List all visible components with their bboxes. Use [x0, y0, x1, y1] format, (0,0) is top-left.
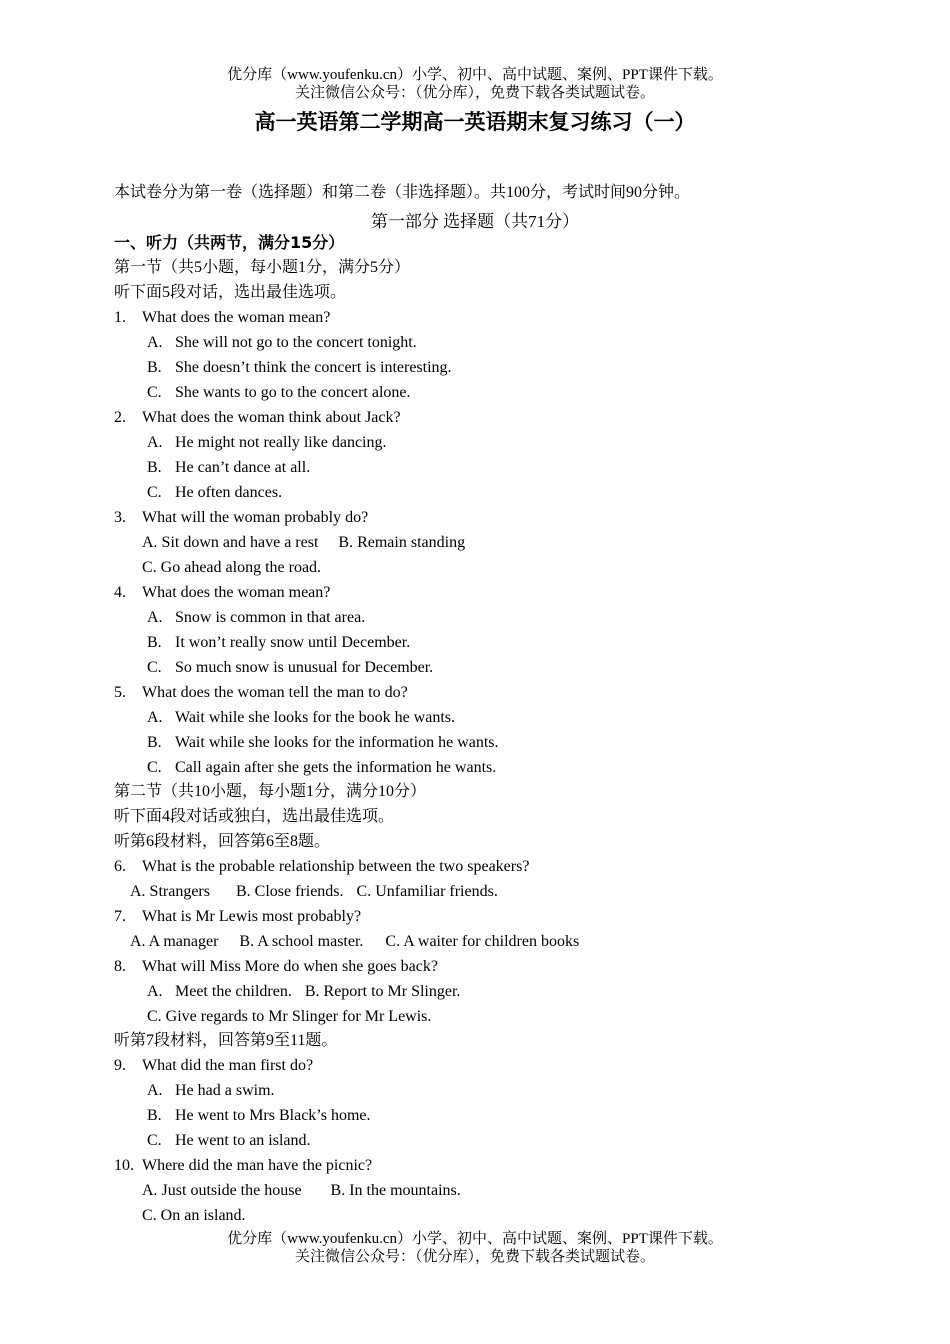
sub1-instruction: 听下面5段对话，选出最佳选项。 — [114, 284, 347, 301]
q9-option-a: A. He had a swim. — [147, 1082, 275, 1099]
question-5: 5. What does the woman tell the man to do? — [114, 684, 408, 701]
footer-line-1: 优分库（www.youfenku.cn）小学、初中、高中试题、案例、PPT课件下载。 — [227, 1231, 723, 1247]
q3-options-ab: A. Sit down and have a rest B. Remain standing — [142, 534, 466, 551]
question-7: 7. What is Mr Lewis most probably? — [114, 908, 362, 925]
q9-option-c: C. He went to an island. — [147, 1132, 311, 1149]
question-1 — [114, 308, 330, 328]
sub1-title: 第一节（共5小题，每小题1分，满分5分） — [114, 259, 411, 276]
q10-option-c: C. On an island. — [142, 1207, 246, 1224]
q6-options: A. Strangers B. Close friends. C. Unfamiliar friends. — [130, 883, 498, 900]
question-6: 6. What is the probable relationship between the two speakers? — [114, 858, 530, 875]
q5-option-a: A. Wait while she looks for the book he wants. — [147, 709, 455, 726]
q9-option-b: B. He went to Mrs Black’s home. — [147, 1107, 371, 1124]
section1-title: 一、听力（共两节，满分15分） — [114, 233, 345, 252]
q7-options: A. A manager B. A school master. C. A waiter for children books — [130, 933, 580, 950]
question-10: 10. Where did the man have the picnic? — [114, 1157, 373, 1174]
question-2: 2. What does the woman think about Jack? — [114, 409, 401, 426]
q5-option-c: C. Call again after she gets the information he wants. — [147, 759, 497, 776]
q2-option-c: C. He often dances. — [147, 484, 283, 501]
q1-option-b: B. She doesn’t think the concert is interesting. — [147, 359, 452, 376]
part1-title: 第一部分 选择题（共71分） — [370, 212, 580, 231]
q10-options-ab: A. Just outside the house B. In the mountains. — [142, 1182, 461, 1199]
question-8: 8. What will Miss More do when she goes back? — [114, 958, 438, 975]
header-line-1: 优分库（www.youfenku.cn）小学、初中、高中试题、案例、PPT课件下载。 — [227, 67, 723, 83]
question-text: What does the woman mean? — [142, 309, 331, 326]
q4-option-b: B. It won’t really snow until December. — [147, 634, 411, 651]
q4-option-c: C. So much snow is unusual for December. — [147, 659, 434, 676]
question-number: 1. — [114, 309, 126, 326]
q5-option-b: B. Wait while she looks for the information he wants. — [147, 734, 499, 751]
q1-option-c: C. She wants to go to the concert alone. — [147, 384, 411, 401]
question-4: 4. What does the woman mean? — [114, 584, 331, 601]
intro-text: 本试卷分为第一卷（选择题）和第二卷（非选择题）。共100分，考试时间90分钟。 — [114, 184, 691, 201]
q3-option-c: C. Go ahead along the road. — [142, 559, 322, 576]
sub2-instruction: 听下面4段对话或独白，选出最佳选项。 — [114, 808, 395, 825]
footer-line-2: 关注微信公众号：（优分库），免费下载各类试题试卷。 — [294, 1249, 655, 1265]
material-7-instruction: 听第7段材料，回答第9至11题。 — [114, 1032, 338, 1049]
sub2-title: 第二节（共10小题，每小题1分，满分10分） — [114, 783, 427, 800]
q4-option-a: A. Snow is common in that area. — [147, 609, 366, 626]
q8-options-ab: A. Meet the children. B. Report to Mr Slinger. — [147, 983, 461, 1000]
q8-option-c: C. Give regards to Mr Slinger for Mr Lewis. — [147, 1008, 432, 1025]
material-6-instruction: 听第6段材料，回答第6至8题。 — [114, 833, 331, 850]
question-9: 9. What did the man first do? — [114, 1057, 314, 1074]
q1-option-a: A. She will not go to the concert tonight. — [147, 334, 417, 351]
q2-option-a: A. He might not really like dancing. — [147, 434, 387, 451]
q2-option-b: B. He can’t dance at all. — [147, 459, 311, 476]
page-title: 高一英语第二学期高一英语期末复习练习（一） — [254, 110, 696, 134]
header-line-2: 关注微信公众号：（优分库），免费下载各类试题试卷。 — [294, 85, 655, 101]
question-3: 3. What will the woman probably do? — [114, 509, 369, 526]
